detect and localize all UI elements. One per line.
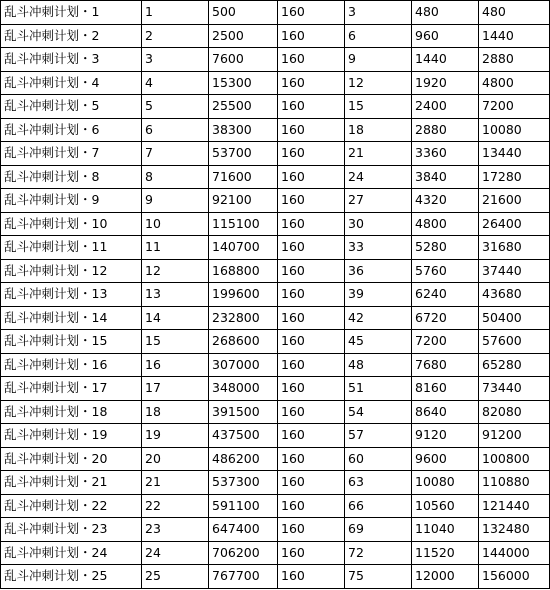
table-cell[interactable]: 37440 (479, 259, 550, 283)
table-cell[interactable]: 160 (278, 165, 345, 189)
table-cell[interactable]: 30 (345, 212, 412, 236)
table-cell[interactable]: 160 (278, 447, 345, 471)
table-cell[interactable]: 71600 (209, 165, 278, 189)
table-cell[interactable]: 480 (479, 1, 550, 25)
table-cell[interactable]: 160 (278, 330, 345, 354)
table-row (1, 424, 550, 448)
table-cell[interactable]: 168800 (209, 259, 278, 283)
table-cell[interactable]: 15 (345, 95, 412, 119)
table-cell[interactable]: 160 (278, 1, 345, 25)
table-cell[interactable]: 24 (142, 541, 209, 565)
table-cell[interactable]: 4320 (412, 189, 479, 213)
table-cell[interactable]: 100800 (479, 447, 550, 471)
table-row (1, 565, 550, 589)
table-row (1, 1, 550, 25)
table-row (1, 518, 550, 542)
table-cell[interactable]: 26400 (479, 212, 550, 236)
table-cell[interactable]: 17280 (479, 165, 550, 189)
table-row (1, 259, 550, 283)
table-row (1, 142, 550, 166)
table-cell[interactable]: 160 (278, 142, 345, 166)
table-cell[interactable]: 5 (142, 95, 209, 119)
table-cell[interactable]: 160 (278, 189, 345, 213)
table-row (1, 48, 550, 72)
table-cell[interactable]: 21600 (479, 189, 550, 213)
table-cell[interactable]: 160 (278, 118, 345, 142)
table-cell[interactable]: 8 (142, 165, 209, 189)
table-cell[interactable]: 19 (142, 424, 209, 448)
table-cell[interactable]: 160 (278, 471, 345, 495)
table-cell[interactable]: 57 (345, 424, 412, 448)
table-cell[interactable]: 232800 (209, 306, 278, 330)
table-cell[interactable]: 15 (142, 330, 209, 354)
table-cell[interactable]: 13440 (479, 142, 550, 166)
table-cell[interactable]: 160 (278, 212, 345, 236)
table-cell[interactable]: 7 (142, 142, 209, 166)
table-cell[interactable]: 144000 (479, 541, 550, 565)
table-cell[interactable]: 69 (345, 518, 412, 542)
table-cell[interactable]: 160 (278, 306, 345, 330)
table-cell[interactable]: 9 (345, 48, 412, 72)
table-cell[interactable]: 9120 (412, 424, 479, 448)
table-cell[interactable]: 乱斗冲刺计划・10 (1, 212, 142, 236)
table-cell[interactable]: 2400 (412, 95, 479, 119)
table-row (1, 165, 550, 189)
table-row (1, 447, 550, 471)
table-cell[interactable]: 3840 (412, 165, 479, 189)
table-cell[interactable]: 160 (278, 377, 345, 401)
table-cell[interactable]: 57600 (479, 330, 550, 354)
table-cell[interactable]: 960 (412, 24, 479, 48)
table-cell[interactable]: 23 (142, 518, 209, 542)
table-cell[interactable]: 1 (142, 1, 209, 25)
table-cell[interactable]: 乱斗冲刺计划・21 (1, 471, 142, 495)
table-cell[interactable]: 5760 (412, 259, 479, 283)
table-cell[interactable]: 乱斗冲刺计划・20 (1, 447, 142, 471)
table-cell[interactable]: 160 (278, 424, 345, 448)
table-cell[interactable]: 1920 (412, 71, 479, 95)
table-cell[interactable]: 6720 (412, 306, 479, 330)
table-row (1, 541, 550, 565)
table-row (1, 95, 550, 119)
table-cell[interactable]: 268600 (209, 330, 278, 354)
table-cell[interactable]: 11040 (412, 518, 479, 542)
table-cell[interactable]: 25500 (209, 95, 278, 119)
table-cell[interactable]: 160 (278, 400, 345, 424)
table-cell[interactable]: 6240 (412, 283, 479, 307)
table-cell[interactable]: 6 (142, 118, 209, 142)
table-cell[interactable]: 乱斗冲刺计划・1 (1, 1, 142, 25)
table-cell[interactable]: 7680 (412, 353, 479, 377)
table-cell[interactable]: 4800 (412, 212, 479, 236)
table-cell[interactable]: 6 (345, 24, 412, 48)
table-cell[interactable]: 乱斗冲刺计划・9 (1, 189, 142, 213)
table-cell[interactable]: 乱斗冲刺计划・5 (1, 95, 142, 119)
table-cell[interactable]: 7600 (209, 48, 278, 72)
table-cell[interactable]: 2880 (412, 118, 479, 142)
table-cell[interactable]: 乱斗冲刺计划・25 (1, 565, 142, 589)
table-cell[interactable]: 160 (278, 565, 345, 589)
table-cell[interactable]: 18 (142, 400, 209, 424)
table-cell[interactable]: 乱斗冲刺计划・12 (1, 259, 142, 283)
table-cell[interactable]: 乱斗冲刺计划・24 (1, 541, 142, 565)
table-cell[interactable]: 140700 (209, 236, 278, 260)
table-cell[interactable]: 31680 (479, 236, 550, 260)
table-cell[interactable]: 乱斗冲刺计划・4 (1, 71, 142, 95)
table-cell[interactable]: 20 (142, 447, 209, 471)
table-cell[interactable]: 乱斗冲刺计划・17 (1, 377, 142, 401)
table-cell[interactable]: 160 (278, 353, 345, 377)
table-cell[interactable]: 767700 (209, 565, 278, 589)
table-cell[interactable]: 7200 (412, 330, 479, 354)
table-cell[interactable]: 乱斗冲刺计划・11 (1, 236, 142, 260)
table-cell[interactable]: 24 (345, 165, 412, 189)
table-cell[interactable]: 2500 (209, 24, 278, 48)
table-cell[interactable]: 乱斗冲刺计划・19 (1, 424, 142, 448)
table-cell[interactable]: 7200 (479, 95, 550, 119)
table-cell[interactable]: 82080 (479, 400, 550, 424)
table-cell[interactable]: 65280 (479, 353, 550, 377)
table-cell[interactable]: 160 (278, 236, 345, 260)
table-cell[interactable]: 11 (142, 236, 209, 260)
table-cell[interactable]: 1440 (479, 24, 550, 48)
table-cell[interactable]: 16 (142, 353, 209, 377)
table-row (1, 400, 550, 424)
table-cell[interactable]: 14 (142, 306, 209, 330)
table-row (1, 377, 550, 401)
table-cell[interactable]: 115100 (209, 212, 278, 236)
table-cell[interactable]: 8640 (412, 400, 479, 424)
table-row (1, 71, 550, 95)
table-cell[interactable]: 21 (345, 142, 412, 166)
table-cell[interactable]: 48 (345, 353, 412, 377)
table-cell[interactable]: 50400 (479, 306, 550, 330)
table-row (1, 236, 550, 260)
table-cell[interactable]: 63 (345, 471, 412, 495)
table-cell[interactable]: 500 (209, 1, 278, 25)
table-cell[interactable]: 乱斗冲刺计划・13 (1, 283, 142, 307)
table-cell[interactable]: 10 (142, 212, 209, 236)
table-cell[interactable]: 160 (278, 259, 345, 283)
table-cell[interactable]: 75 (345, 565, 412, 589)
table-cell[interactable]: 乱斗冲刺计划・2 (1, 24, 142, 48)
table-cell[interactable]: 2880 (479, 48, 550, 72)
table-cell[interactable]: 437500 (209, 424, 278, 448)
table-cell[interactable]: 8160 (412, 377, 479, 401)
table-cell[interactable]: 45 (345, 330, 412, 354)
table-cell[interactable]: 22 (142, 494, 209, 518)
table-cell[interactable]: 54 (345, 400, 412, 424)
table-cell[interactable]: 39 (345, 283, 412, 307)
table-cell[interactable]: 38300 (209, 118, 278, 142)
table-cell[interactable]: 160 (278, 541, 345, 565)
table-cell[interactable]: 92100 (209, 189, 278, 213)
table-cell[interactable]: 18 (345, 118, 412, 142)
table-cell[interactable]: 11520 (412, 541, 479, 565)
table-cell[interactable]: 53700 (209, 142, 278, 166)
table-row (1, 494, 550, 518)
table-cell[interactable]: 160 (278, 24, 345, 48)
table-cell[interactable]: 66 (345, 494, 412, 518)
table-cell[interactable]: 156000 (479, 565, 550, 589)
table-cell[interactable]: 乱斗冲刺计划・23 (1, 518, 142, 542)
table-row (1, 353, 550, 377)
table-row (1, 24, 550, 48)
table-cell[interactable]: 5280 (412, 236, 479, 260)
table-cell[interactable]: 160 (278, 518, 345, 542)
table-cell[interactable]: 160 (278, 71, 345, 95)
table-cell[interactable]: 17 (142, 377, 209, 401)
table-cell[interactable]: 3 (345, 1, 412, 25)
table-cell[interactable]: 706200 (209, 541, 278, 565)
table-row (1, 189, 550, 213)
table-cell[interactable]: 乱斗冲刺计划・14 (1, 306, 142, 330)
table-row (1, 212, 550, 236)
table-cell[interactable]: 348000 (209, 377, 278, 401)
table-cell[interactable]: 73440 (479, 377, 550, 401)
table-cell[interactable]: 乱斗冲刺计划・3 (1, 48, 142, 72)
table-cell[interactable]: 9600 (412, 447, 479, 471)
table-cell[interactable]: 42 (345, 306, 412, 330)
table-body (1, 1, 550, 589)
table-cell[interactable]: 110880 (479, 471, 550, 495)
table-cell[interactable]: 160 (278, 95, 345, 119)
table-cell[interactable]: 307000 (209, 353, 278, 377)
table-cell[interactable]: 乱斗冲刺计划・7 (1, 142, 142, 166)
table-row (1, 118, 550, 142)
table-cell[interactable]: 9 (142, 189, 209, 213)
table-cell[interactable]: 91200 (479, 424, 550, 448)
table-cell[interactable]: 乱斗冲刺计划・18 (1, 400, 142, 424)
table-cell[interactable]: 乱斗冲刺计划・6 (1, 118, 142, 142)
table-cell[interactable]: 132480 (479, 518, 550, 542)
table-cell[interactable]: 591100 (209, 494, 278, 518)
table-cell[interactable]: 160 (278, 48, 345, 72)
table-cell[interactable]: 4800 (479, 71, 550, 95)
table-cell[interactable]: 21 (142, 471, 209, 495)
table-cell[interactable]: 60 (345, 447, 412, 471)
table-row (1, 330, 550, 354)
table-cell[interactable]: 36 (345, 259, 412, 283)
table-cell[interactable]: 13 (142, 283, 209, 307)
table-cell[interactable]: 121440 (479, 494, 550, 518)
table-cell[interactable]: 12 (345, 71, 412, 95)
table-cell[interactable]: 72 (345, 541, 412, 565)
table-cell[interactable]: 160 (278, 494, 345, 518)
table-row (1, 283, 550, 307)
table-cell[interactable]: 43680 (479, 283, 550, 307)
table-cell[interactable]: 乱斗冲刺计划・16 (1, 353, 142, 377)
table-cell[interactable]: 乱斗冲刺计划・8 (1, 165, 142, 189)
table-cell[interactable]: 537300 (209, 471, 278, 495)
table-cell[interactable]: 乱斗冲刺计划・15 (1, 330, 142, 354)
table-cell[interactable]: 15300 (209, 71, 278, 95)
table-cell[interactable]: 3360 (412, 142, 479, 166)
table-cell[interactable]: 647400 (209, 518, 278, 542)
table-cell[interactable]: 1440 (412, 48, 479, 72)
table-cell[interactable]: 480 (412, 1, 479, 25)
table-cell[interactable]: 12 (142, 259, 209, 283)
table-cell[interactable]: 10560 (412, 494, 479, 518)
table-row (1, 306, 550, 330)
table-cell[interactable]: 391500 (209, 400, 278, 424)
table-cell[interactable]: 10080 (412, 471, 479, 495)
table-cell[interactable]: 25 (142, 565, 209, 589)
table-cell[interactable]: 160 (278, 283, 345, 307)
table-cell[interactable]: 10080 (479, 118, 550, 142)
table-cell[interactable]: 27 (345, 189, 412, 213)
table-cell[interactable]: 3 (142, 48, 209, 72)
table-cell[interactable]: 33 (345, 236, 412, 260)
table-cell[interactable]: 4 (142, 71, 209, 95)
table-row (1, 471, 550, 495)
table-cell[interactable]: 2 (142, 24, 209, 48)
table-cell[interactable]: 486200 (209, 447, 278, 471)
table-cell[interactable]: 乱斗冲刺计划・22 (1, 494, 142, 518)
table-cell[interactable]: 12000 (412, 565, 479, 589)
table-cell[interactable]: 199600 (209, 283, 278, 307)
table-cell[interactable]: 51 (345, 377, 412, 401)
